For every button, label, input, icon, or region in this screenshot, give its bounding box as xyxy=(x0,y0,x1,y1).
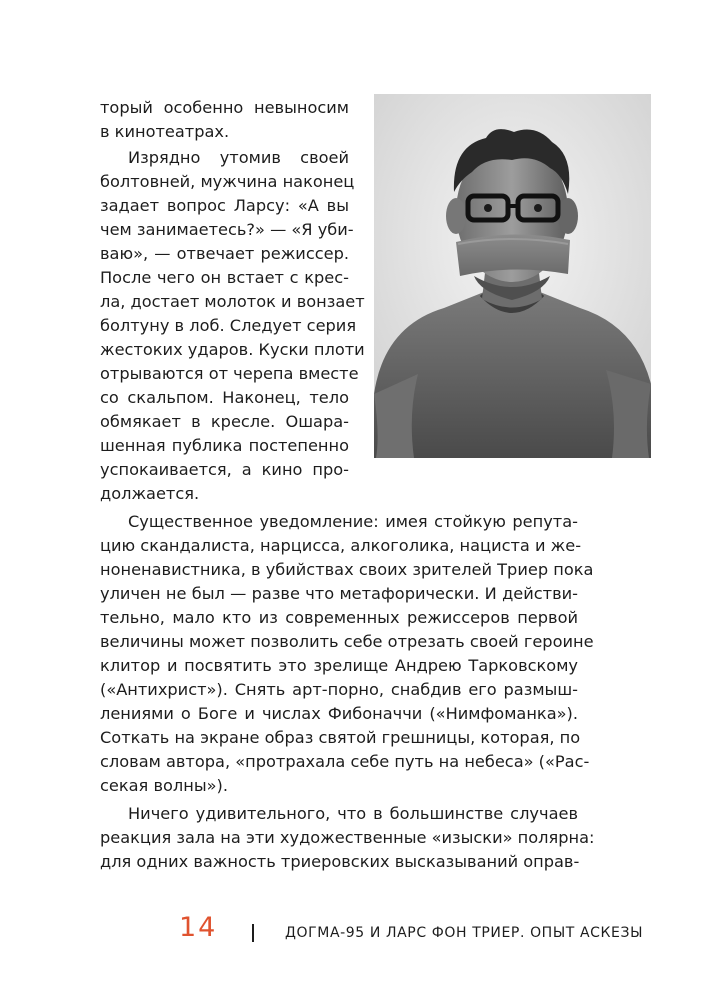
running-title: ДОГМА-95 И ЛАРС ФОН ТРИЕР. ОПЫТ АСКЕЗЫ xyxy=(285,925,644,941)
text-line: («Антихрист»). Снять арт-порно, снабдив его размыш- xyxy=(100,680,578,699)
text-line: клитор и посвятить это зрелище Андрею Тарковскому xyxy=(100,656,578,675)
text-line: Изрядно утомив своей xyxy=(128,148,349,167)
text-line: должается. xyxy=(100,484,200,503)
text-line: успокаивается, а кино про- xyxy=(100,460,349,479)
text-line: лениями о Боге и числах Фибоначчи («Нимфоманка»). xyxy=(100,704,578,723)
text-line: тельно, мало кто из современных режиссеров первой xyxy=(100,608,578,627)
text-line: уличен не был — разве что метафорически. И действи- xyxy=(100,584,578,603)
text-line: жестоких ударов. Куски плоти xyxy=(100,340,365,359)
text-line: словам автора, «протрахала себе путь на небеса» («Рас- xyxy=(100,752,590,771)
text-line: Существенное уведомление: имея стойкую репута- xyxy=(128,512,578,531)
portrait-photo xyxy=(374,94,651,458)
text-line: обмякает в кресле. Ошара- xyxy=(100,412,349,431)
text-line: задает вопрос Ларсу: «А вы xyxy=(100,196,349,215)
text-line: чем занимаетесь?» — «Я уби- xyxy=(100,220,354,239)
text-line: секая волны»). xyxy=(100,776,228,795)
text-line: отрываются от черепа вместе xyxy=(100,364,359,383)
text-line: шенная публика постепенно xyxy=(100,436,349,455)
text-line: ла, достает молоток и вонзает xyxy=(100,292,365,311)
text-line: болтуну в лоб. Следует серия xyxy=(100,316,357,335)
text-line: торый особенно невыносим xyxy=(100,98,349,117)
text-line: болтовней, мужчина наконец xyxy=(100,172,355,191)
text-line: величины может позволить себе отрезать своей героине xyxy=(100,632,594,651)
text-line: Соткать на экране образ святой грешницы, которая, по xyxy=(100,728,581,747)
text-line: цию скандалиста, нарцисса, алкоголика, нациста и же- xyxy=(100,536,582,555)
text-line: ноненавистника, в убийствах своих зрителей Триер пока xyxy=(100,560,594,579)
text-line: ваю», — отвечает режиссер. xyxy=(100,244,349,263)
text-line: для одних важность триеровских высказываний оправ- xyxy=(100,852,580,871)
page-number: 14 xyxy=(179,912,218,943)
text-line: реакция зала на эти художественные «изыски» полярна: xyxy=(100,828,595,847)
footer-divider xyxy=(252,924,254,942)
text-line: в кинотеатрах. xyxy=(100,122,230,141)
text-line: Ничего удивительного, что в большинстве случаев xyxy=(128,804,578,823)
text-line: со скальпом. Наконец, тело xyxy=(100,388,349,407)
text-line: После чего он встает с крес- xyxy=(100,268,349,287)
